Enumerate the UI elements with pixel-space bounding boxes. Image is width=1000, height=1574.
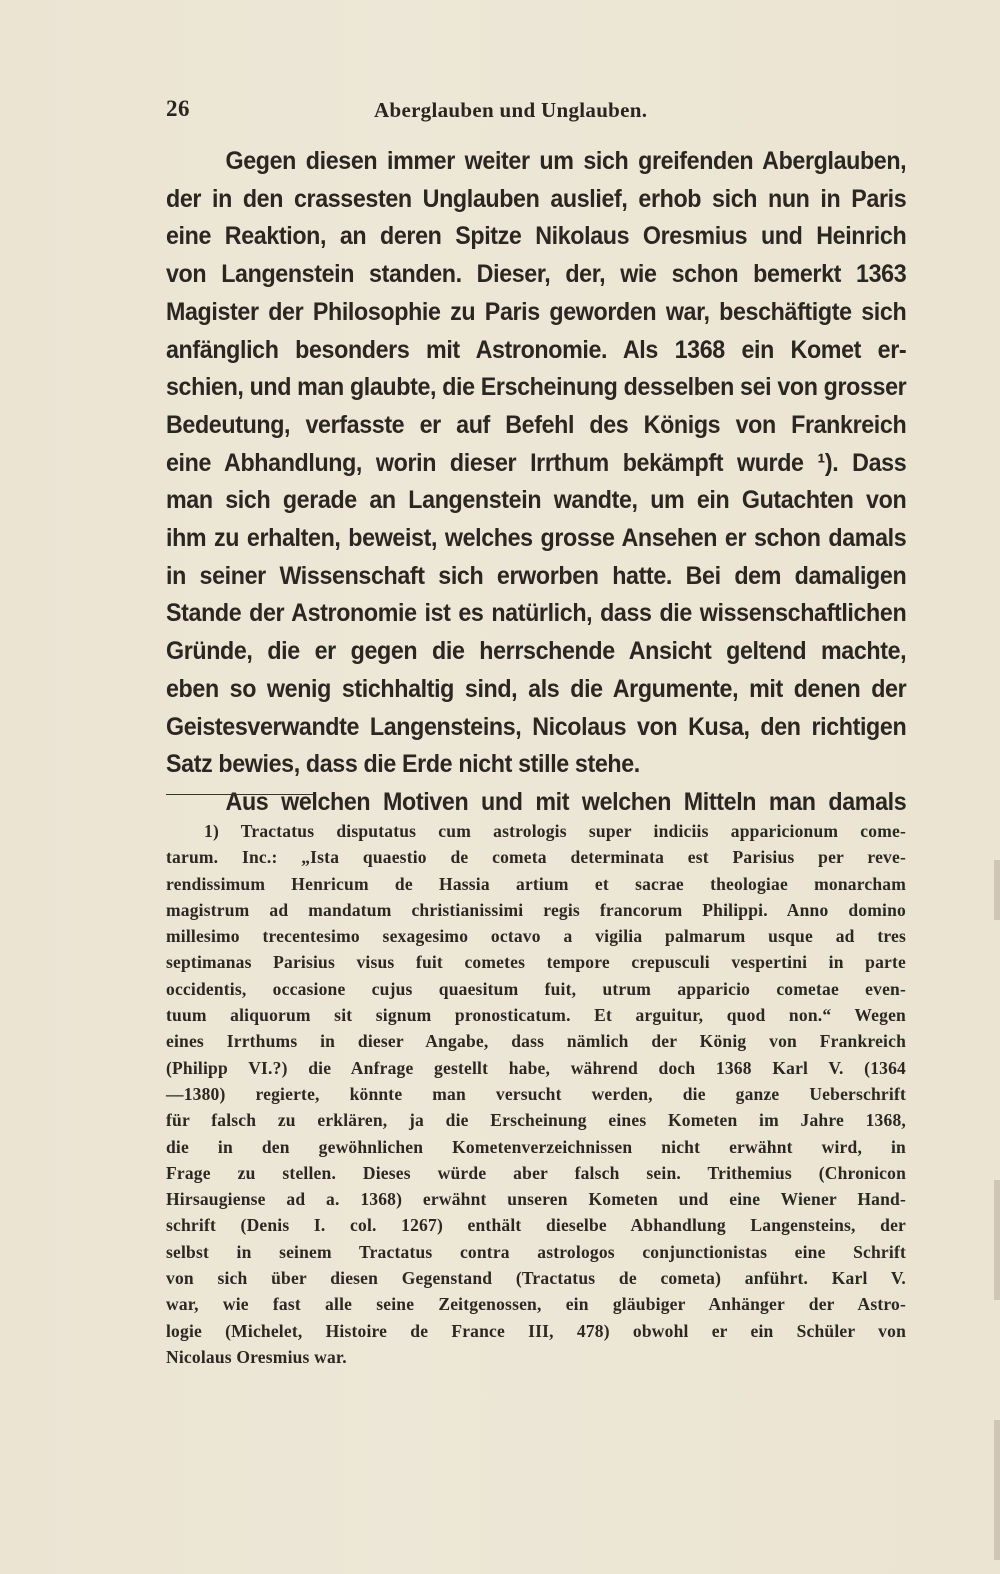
page-edge-mark [994,1420,1000,1560]
footnote-line: (Philipp VI.?) die Anfrage gestellt habe, während doch 1368 Karl V. (1364 [166,1057,906,1078]
footnote-line: Hirsaugiense ad a. 1368) erwähnt unseren Kometen und eine Wiener Hand- [166,1189,906,1210]
text-line: Satz bewies, dass die Erde nicht stille stehe. [166,750,640,779]
footnote-line: selbst in seinem Tractatus contra astrologos conjunctionistas eine Schrift [166,1241,906,1262]
page-edge-mark [994,1180,1000,1300]
footnote-line: eines Irrthums in dieser Angabe, dass nämlich der König von Frankreich [166,1031,906,1052]
footnote-line: occidentis, occasione cujus quaesitum fuit, utrum apparicio cometae even- [166,978,906,999]
text-line: Geistesverwandte Langensteins, Nicolaus von Kusa, den richtigen [166,712,907,741]
footnote-line: Frage zu stellen. Dieses würde aber falsch sein. Trithemius (Chronicon [166,1162,906,1183]
text-line: Stande der Astronomie ist es natürlich, dass die wissenschaftlichen [166,599,907,628]
page-number: 26 [166,96,190,121]
text-line: eine Abhandlung, worin dieser Irrthum bekämpft wurde ¹). Dass [166,448,907,477]
page-header [166,96,906,132]
footnote-line: Nicolaus Oresmius war. [166,1346,347,1367]
text-line: von Langenstein standen. Dieser, der, wie schon bemerkt 1363 [166,260,907,289]
footnote-line: millesimo trecentesimo sexagesimo octavo a vigilia palmarum usque ad tres [166,926,906,947]
footnote-line: rendissimum Henricum de Hassia artium et sacrae theologiae monarcham [166,873,906,894]
text-line: Magister der Philosophie zu Paris geworden war, beschäftigte sich [166,297,907,326]
text-line: ihm zu erhalten, beweist, welches grosse Ansehen er schon damals [166,524,907,553]
text-line: der in den crassesten Unglauben auslief, erhob sich nun in Paris [166,184,907,213]
text-line: schien, und man glaubte, die Erscheinung desselben sei von grosser [166,373,907,402]
footnote-line: die in den gewöhnlichen Kometenverzeichnissen nicht erwähnt wird, in [166,1136,906,1157]
running-title: Aberglauben und Unglauben. [374,98,648,122]
text-line: Bedeutung, verfasste er auf Befehl des Königs von Frankreich [166,410,907,439]
footnote-line: septimanas Parisius visus fuit cometes tempore crepusculi vespertini in parte [166,952,906,973]
footnote [166,818,906,1370]
page-edge-mark [994,860,1000,920]
footnote-line: logie (Michelet, Histoire de France III, 478) obwohl er ein Schüler von [166,1320,906,1341]
main-text [166,143,906,822]
text-line: anfänglich besonders mit Astronomie. Als 1368 ein Komet er- [166,335,907,364]
text-line: man sich gerade an Langenstein wandte, um ein Gutachten von [166,486,907,515]
footnote-line: 1) Tractatus disputatus cum astrologis super indiciis apparicionum come- [204,821,906,841]
footnote-line: von sich über diesen Gegenstand (Tractatus de cometa) anführt. Karl V. [166,1268,906,1289]
text-line: Gründe, die er gegen die herrschende Ansicht geltend machte, [166,637,907,666]
footnote-line: magistrum ad mandatum christianissimi regis francorum Philippi. Anno domino [166,899,906,920]
footnote-line: tarum. Inc.: „Ista quaestio de cometa determinata est Parisius per reve- [166,847,906,868]
footnote-line: war, wie fast alle seine Zeitgenossen, ein gläubiger Anhänger der Astro- [166,1294,906,1315]
footnote-line: für falsch zu erklären, ja die Erscheinung eines Kometen im Jahre 1368, [166,1110,906,1131]
footnote-line: tuum aliquorum sit signum pronosticatum. Et arguitur, quod non.“ Wegen [166,1005,906,1026]
footnote-rule [166,794,314,795]
footnote-line: schrift (Denis I. col. 1267) enthält dieselbe Abhandlung Langensteins, der [166,1215,906,1236]
footnote-line: —1380) regierte, könnte man versucht werden, die ganze Ueberschrift [166,1083,906,1104]
text-line: eben so wenig stichhaltig sind, als die Argumente, mit denen der [166,674,907,703]
text-line: in seiner Wissenschaft sich erworben hatte. Bei dem damaligen [166,561,907,590]
text-line: Gegen diesen immer weiter um sich greifenden Aberglauben, [225,147,907,175]
text-line: eine Reaktion, an deren Spitze Nikolaus Oresmius und Heinrich [166,222,907,251]
text-line: Aus welchen Motiven und mit welchen Mitteln man damals [225,787,907,816]
